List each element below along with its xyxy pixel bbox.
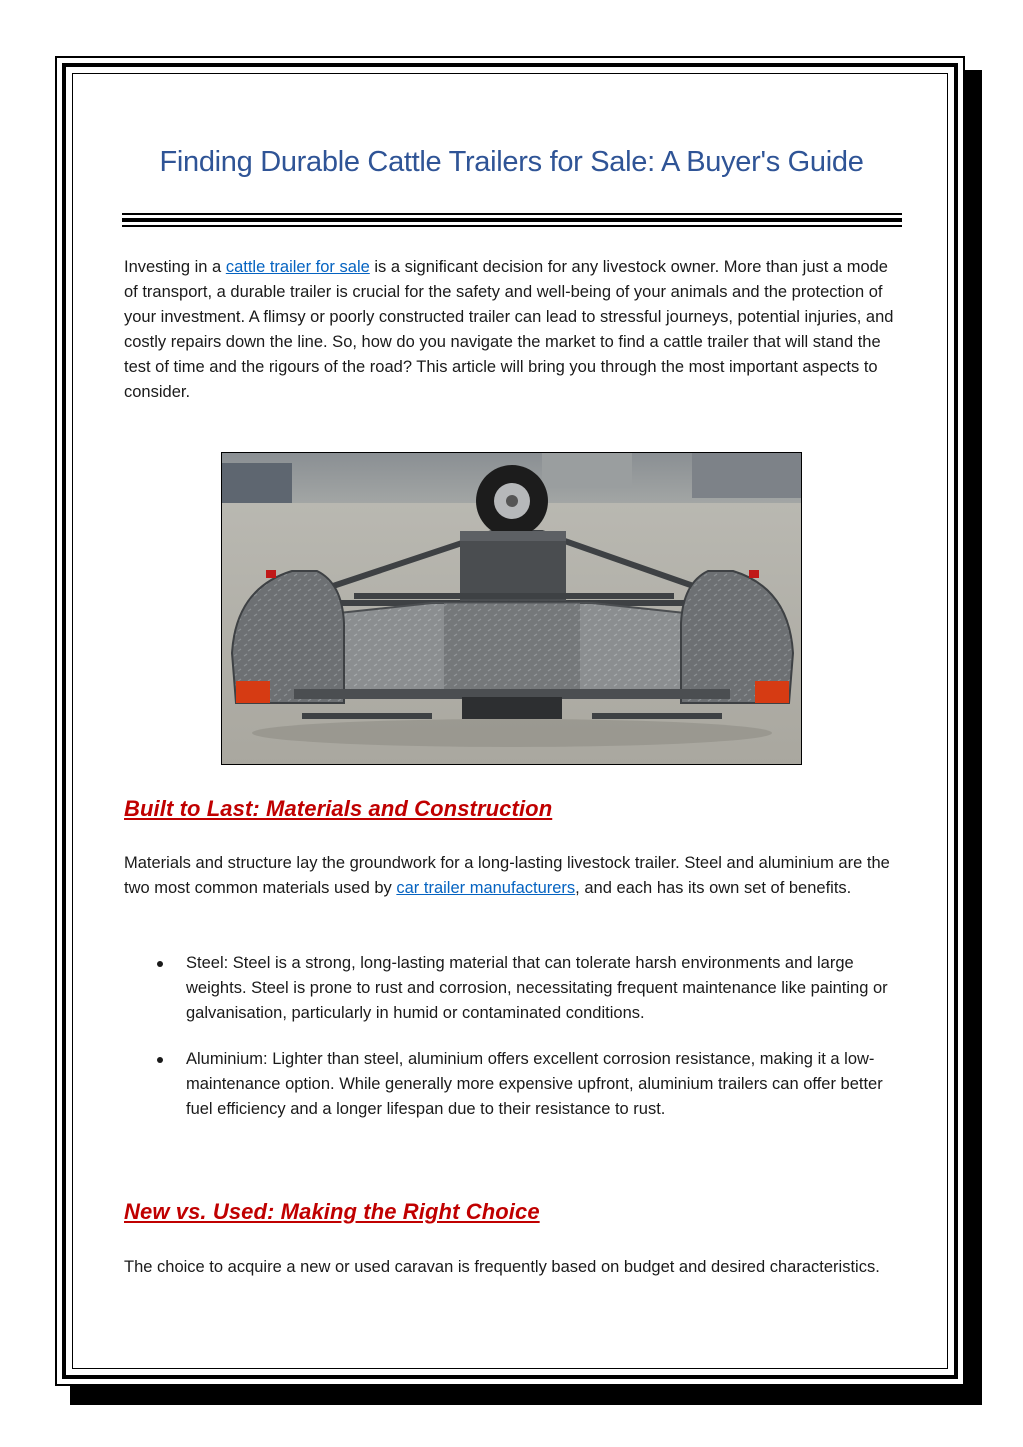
section-heading-new-vs-used: New vs. Used: Making the Right Choice — [124, 1199, 540, 1224]
materials-text-rest: , and each has its own set of benefits. — [575, 879, 852, 897]
bullet-icon — [157, 1057, 163, 1063]
bullet-icon — [157, 961, 163, 967]
section-heading-materials: Built to Last: Materials and Construction — [124, 796, 553, 821]
list-item-text: Aluminium: Lighter than steel, aluminium offers excellent corrosion resistance, making it a low-maintenance option. While generally more expensive upfront, aluminium trailers can offer better fuel efficiency and a longer lifespan due to their resistance to rust. — [186, 1050, 883, 1118]
title-divider — [122, 213, 902, 227]
cattle-trailer-link[interactable]: cattle trailer for sale — [225, 258, 370, 276]
car-trailer-manufacturers-link[interactable]: car trailer manufacturers — [396, 879, 576, 897]
intro-text-start: Investing in a — [124, 258, 226, 276]
materials-paragraph — [124, 851, 899, 901]
list-item-text: Steel: Steel is a strong, long-lasting material that can tolerate harsh environments and large weights. Steel is prone to rust and corrosion, necessitating frequent maintenance like painting or galvanisation, particularly in humid or contaminated conditions. — [186, 954, 888, 1022]
list-item-aluminium — [124, 1047, 894, 1122]
materials-text-start: Materials and structure lay the groundwork for a long-lasting livestock trailer. Steel and aluminium are the two most common materials used by — [124, 854, 890, 897]
materials-list — [124, 951, 894, 1122]
intro-paragraph — [124, 255, 899, 405]
trailer-photo — [221, 452, 802, 765]
new-vs-used-paragraph: The choice to acquire a new or used caravan is frequently based on budget and desired characteristics. — [124, 1258, 880, 1276]
list-item-steel — [124, 951, 894, 1026]
document-title: Finding Durable Cattle Trailers for Sale: A Buyer's Guide — [159, 146, 864, 178]
intro-text-rest: is a significant decision for any livestock owner. More than just a mode of transport, a durable trailer is crucial for the safety and well-being of your animals and the protection of your investment. A flimsy or poorly constructed trailer can lead to stressful journeys, potential injuries, and costly repairs down the line. So, how do you navigate the market to find a cattle trailer that will stand the test of time and the rigours of the road? This article will bring you through the most important aspects to consider. — [124, 258, 894, 401]
